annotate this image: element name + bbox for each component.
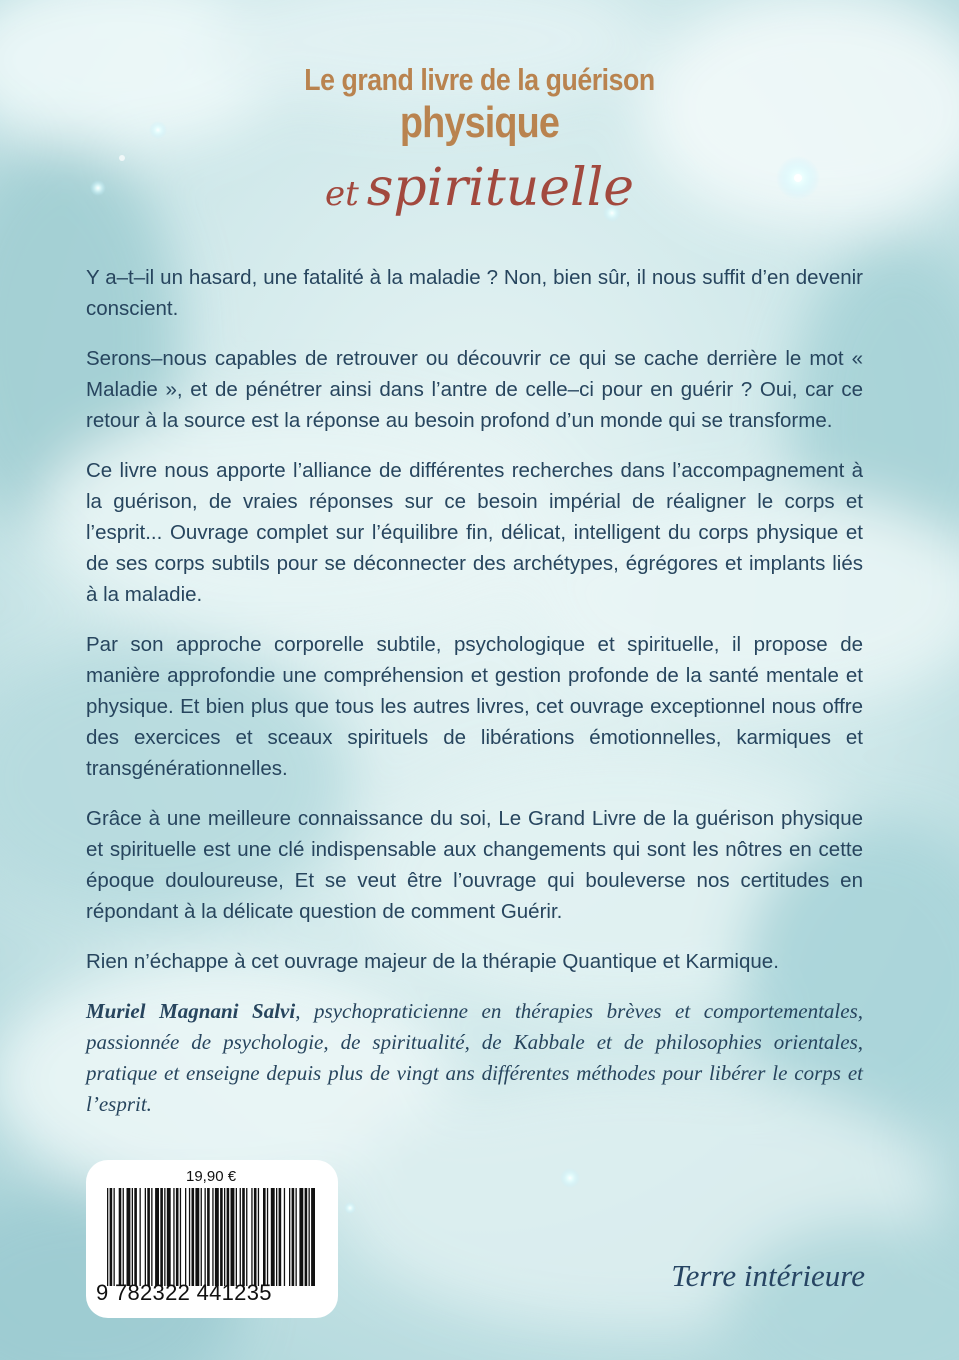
barcode-stripe bbox=[205, 1188, 206, 1286]
barcode-stripe bbox=[227, 1188, 230, 1286]
barcode-stripe bbox=[276, 1188, 277, 1286]
barcode-stripe bbox=[127, 1188, 131, 1286]
barcode-stripe bbox=[215, 1188, 219, 1286]
barcode-stripe bbox=[251, 1188, 252, 1286]
isbn-number: 9 782322 441235 bbox=[96, 1280, 272, 1305]
barcode-stripe bbox=[258, 1188, 259, 1286]
title-line-1: Le grand livre de la guérison bbox=[304, 62, 655, 97]
barcode-stripe bbox=[201, 1188, 202, 1286]
price-label: 19,90 € bbox=[186, 1168, 237, 1185]
paragraph-5: Grâce à une meilleure connaissance du soi, Le Grand Livre de la guérison physique et spirituelle est une clé indispensable aux changements qui sont les nôtres en cette époque douloureuse, Et se veut être l’ouvrage qui bouleverse nos certitudes en répondant à la délicate question de comment Guérir. bbox=[86, 807, 863, 923]
barcode-stripe bbox=[311, 1188, 315, 1286]
barcode-stripe bbox=[132, 1188, 133, 1286]
barcode-stripe bbox=[147, 1188, 150, 1286]
barcode-stripe bbox=[246, 1188, 247, 1286]
title-line-3-main: spirituelle bbox=[366, 158, 635, 218]
barcode-stripe bbox=[164, 1188, 165, 1286]
paragraph-3: Ce livre nous apporte l’alliance de différentes recherches dans l’accompagnement à la guérison, de vraies réponses sur ce besoin impérial de réaligner le corps et l’esprit... Ouvrage complet sur l’équilibre fin, délicat, intelligent du corps physique et de ses corps subtils pour se déconnecter des archétypes, égrégores et implants liés à la maladie. bbox=[86, 459, 863, 606]
barcode-stripe bbox=[145, 1188, 146, 1286]
barcode-stripe bbox=[242, 1188, 245, 1286]
author-bio-text: , psychopraticienne en thérapies brèves et comportementales, passionnée de psychologie, de spiritualité, de Kabbale et de philosophies orientales, pratique et enseigne depuis plus de vingt ans différentes méthodes pour libérer le corps et l’esprit. bbox=[86, 999, 863, 1116]
barcode-panel bbox=[86, 1160, 338, 1318]
barcode-stripe bbox=[305, 1188, 308, 1286]
barcode-stripe bbox=[289, 1188, 290, 1286]
paragraph-1: Y a–t–il un hasard, une fatalité à la maladie ? Non, bien sûr, il nous suffit d’en devenir conscient. bbox=[86, 266, 863, 320]
barcode-stripe bbox=[160, 1188, 163, 1286]
author-bio bbox=[86, 996, 863, 1120]
title-line-3 bbox=[0, 158, 959, 218]
barcode-stripe bbox=[192, 1188, 195, 1286]
barcode-bars bbox=[107, 1188, 317, 1286]
author-name: Muriel Magnani Salvi bbox=[86, 999, 296, 1023]
paragraph-4: Par son approche corporelle subtile, psychologique et spirituelle, il propose de manière approfondie une compréhension et gestion profonde de la santé mentale et physique. Et bien plus que tous les autres livres, cet ouvrage exceptionnel nous offre des exercices et sceaux spirituels de libérations émotionnelles, karmiques et transgénérationnelles. bbox=[86, 633, 863, 780]
barcode-stripe bbox=[167, 1188, 171, 1286]
barcode-stripe bbox=[279, 1188, 282, 1286]
barcode-stripe bbox=[189, 1188, 190, 1286]
paragraph-6: Rien n’échappe à cet ouvrage majeur de la thérapie Quantique et Karmique. bbox=[86, 950, 779, 973]
barcode-stripe bbox=[263, 1188, 266, 1286]
barcode-stripe bbox=[231, 1188, 235, 1286]
paragraph-2: Serons–nous capables de retrouver ou découvrir ce qui se cache derrière le mot « Maladie », et de pénétrer ainsi dans l’antre de celle–ci pour en guérir ? Oui, car ce retour à la source est la réponse au besoin profond d’un monde qui se transforme. bbox=[86, 347, 863, 432]
publisher-name: Terre intérieure bbox=[671, 1258, 865, 1293]
barcode-stripe bbox=[267, 1188, 268, 1286]
barcode-stripe bbox=[240, 1188, 241, 1286]
barcode-stripe bbox=[119, 1188, 122, 1286]
barcode-stripe bbox=[309, 1188, 310, 1286]
barcode-stripe bbox=[185, 1188, 186, 1286]
barcode-stripe bbox=[114, 1188, 115, 1286]
barcode-stripe bbox=[155, 1188, 159, 1286]
barcode-stripe bbox=[107, 1188, 108, 1286]
barcode-stripe bbox=[140, 1188, 141, 1286]
barcode-stripe bbox=[220, 1188, 223, 1286]
barcode-stripe bbox=[176, 1188, 179, 1286]
barcode-stripe bbox=[284, 1188, 285, 1286]
title-line-2: physique bbox=[399, 98, 560, 147]
barcode-stripe bbox=[173, 1188, 174, 1286]
barcode-stripe bbox=[180, 1188, 181, 1286]
title-line-3-prefix: et bbox=[324, 174, 359, 214]
back-cover-text bbox=[86, 262, 863, 1139]
barcode-stripe bbox=[224, 1188, 225, 1286]
barcode-stripe bbox=[110, 1188, 113, 1286]
barcode-stripe bbox=[207, 1188, 210, 1286]
barcode-stripe bbox=[292, 1188, 295, 1286]
barcode-stripe bbox=[134, 1188, 137, 1286]
barcode-stripe bbox=[296, 1188, 297, 1286]
barcode-stripe bbox=[151, 1188, 152, 1286]
barcode-stripe bbox=[254, 1188, 257, 1286]
barcode-stripe bbox=[236, 1188, 237, 1286]
barcode-stripe bbox=[212, 1188, 213, 1286]
barcode-stripe bbox=[123, 1188, 124, 1286]
barcode-stripe bbox=[271, 1188, 275, 1286]
barcode-stripe bbox=[195, 1188, 199, 1286]
barcode-stripe bbox=[299, 1188, 303, 1286]
